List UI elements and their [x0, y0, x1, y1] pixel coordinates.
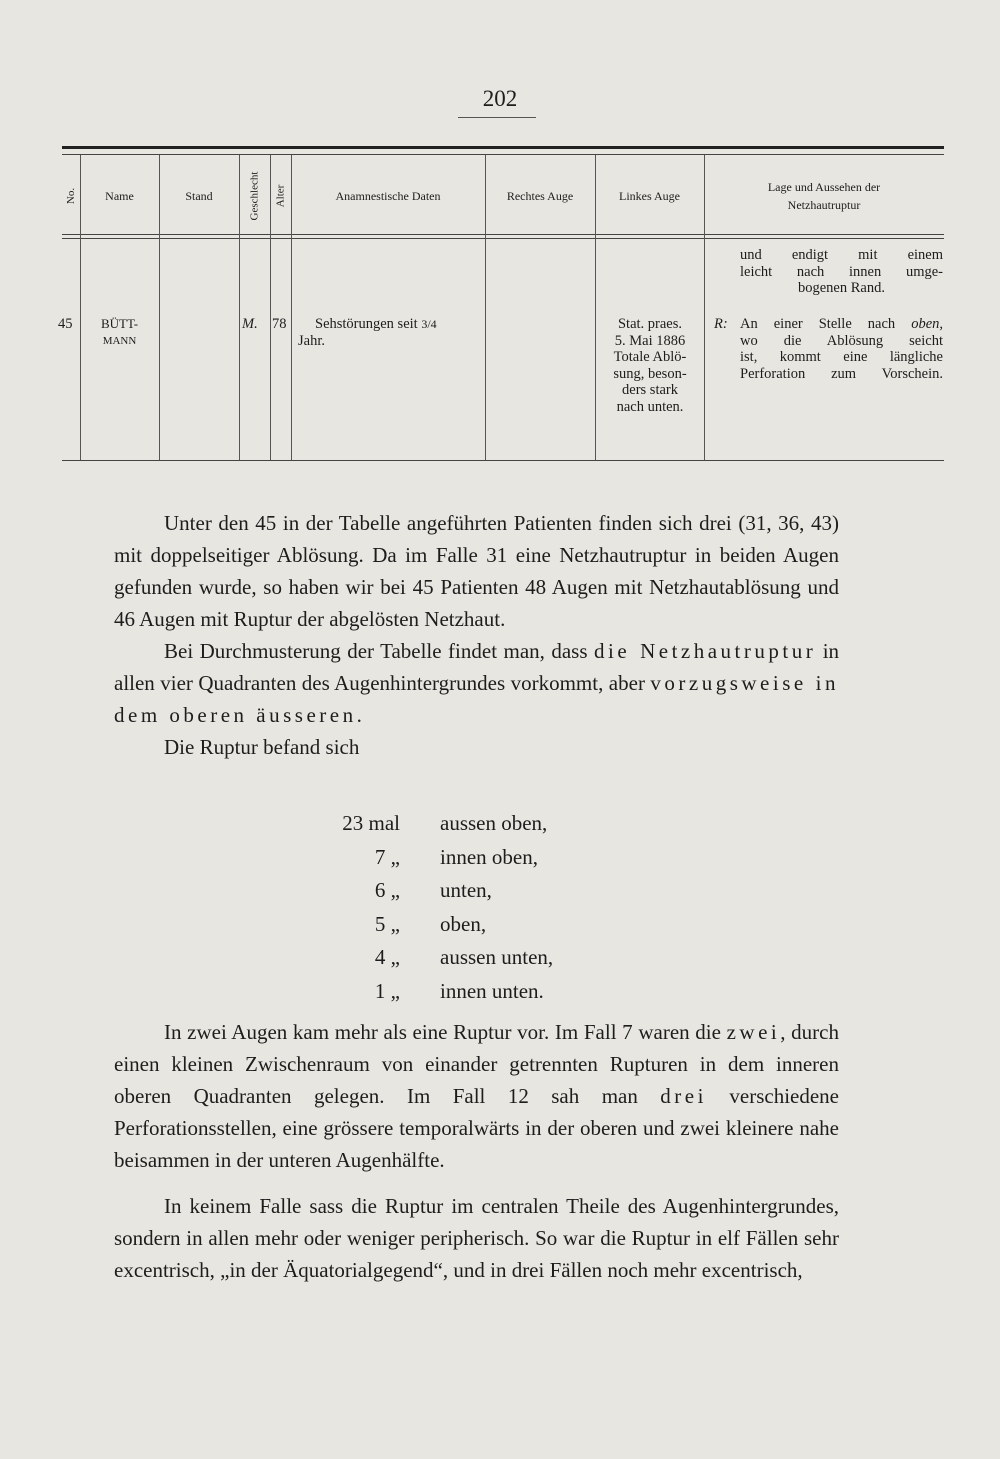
row-no: 45	[58, 316, 73, 332]
list-count: 7 „	[374, 844, 400, 869]
lage-text: An einer Stelle nach	[740, 316, 896, 332]
emphasis: die Netzhautruptur	[593, 639, 817, 663]
header-lage-line: Netzhautruptur	[787, 198, 861, 212]
header-bottom-rule-2	[62, 238, 944, 239]
anamnesis-text: Sehstörungen seit	[315, 316, 418, 332]
list-item	[340, 845, 640, 879]
header-rechtes-auge	[485, 158, 595, 234]
continuation-line: und endigt mit einem	[740, 247, 943, 263]
row-name-line: BÜTT-	[100, 316, 139, 331]
anamnesis-fraction: 3/4	[421, 317, 437, 331]
anamnesis-line: Jahr.	[298, 332, 325, 349]
row-sex: M.	[242, 316, 258, 332]
header-geschlecht	[239, 158, 270, 234]
list-count: 4 „	[374, 945, 400, 970]
header-anamnese-label: Anamnestische Daten	[335, 189, 441, 203]
row-lage-marker: R:	[714, 316, 728, 332]
list-place: unten,	[440, 878, 492, 903]
header-stand-label: Stand	[185, 189, 213, 203]
list-place: innen unten.	[440, 978, 544, 1003]
header-stand	[159, 158, 239, 234]
table-top-rule-thin	[62, 154, 944, 155]
header-rechtes-auge-label: Rechtes Auge	[506, 189, 574, 203]
page-number-rule	[458, 117, 536, 118]
emphasis: zwei	[726, 1020, 781, 1044]
list-count: 23 mal	[342, 811, 400, 835]
continuation-line: bogenen Rand.	[798, 280, 885, 296]
header-lage-line: Lage und Aussehen der	[767, 180, 881, 194]
left-eye-line: 5. Mai 1886	[614, 332, 686, 349]
emphasis: vorzugsweise in dem oberen äusseren.	[114, 671, 839, 727]
paragraph-text: in allen vier Quadranten des Augenhintergrundes vorkommt, aber	[114, 639, 840, 695]
header-name	[80, 158, 159, 234]
lage-continuation	[740, 247, 943, 297]
paragraph: Unter den 45 in der Tabelle angeführten Patienten finden sich drei (31, 36, 43) mit doppelseitiger Ablösung. Da im Falle 31 eine Netzhautruptur in beiden Augen gefunden wurde, so haben wir bei 45 Patienten 48 Augen mit Netzhautablösung und 46 Augen mit Ruptur der abgelösten Netzhaut.	[114, 511, 839, 631]
lage-line: ist, kommt eine längliche	[740, 349, 943, 365]
header-name-label: Name	[105, 189, 134, 203]
header-alter-label: Alter	[274, 184, 287, 208]
row-name	[80, 316, 159, 349]
row-left-eye	[596, 316, 704, 415]
header-no	[62, 158, 80, 234]
lage-line: Perforation zum Vorschein.	[740, 365, 943, 382]
header-no-label: No.	[64, 187, 77, 205]
list-place: aussen oben,	[440, 811, 548, 835]
rupture-location-list	[340, 811, 640, 1013]
list-count: 1 „	[374, 978, 400, 1003]
header-geschlecht-label: Geschlecht	[248, 171, 261, 221]
row-age: 78	[272, 316, 287, 332]
lage-line	[740, 316, 943, 333]
header-alter	[270, 158, 291, 234]
list-count: 5 „	[374, 911, 400, 936]
left-eye-line: Stat. praes.	[617, 316, 683, 332]
left-eye-line: nach unten.	[616, 398, 684, 415]
left-eye-line: ders stark	[622, 382, 678, 398]
row-anamnesis	[298, 316, 482, 349]
header-lage	[704, 158, 944, 234]
row-name-line: MANN	[102, 334, 137, 347]
paragraph-block-2	[114, 1016, 839, 1286]
paragraph-block-1	[114, 507, 839, 763]
list-place: innen oben,	[440, 844, 538, 869]
header-bottom-rule	[62, 234, 944, 235]
table-bottom-rule	[62, 460, 944, 461]
paragraph	[114, 1016, 839, 1176]
paragraph: In keinem Falle sass die Ruptur im centralen Theile des Augenhintergrundes, sondern in allen mehr oder weniger peripherisch. So war die Ruptur in elf Fällen sehr excentrisch, „in der Äquatorialgegend“, und in drei Fällen noch mehr excentrisch,	[114, 1194, 839, 1282]
row-lage	[740, 316, 943, 382]
header-linkes-auge	[595, 158, 704, 234]
list-item	[340, 912, 640, 946]
paragraph-text: Bei Durchmusterung der Tabelle findet man, dass	[164, 639, 588, 663]
list-count: 6 „	[374, 878, 400, 903]
emphasis: drei	[660, 1084, 707, 1108]
continuation-line: leicht nach innen umge-	[740, 263, 943, 280]
list-item	[340, 945, 640, 979]
list-item	[340, 811, 640, 845]
header-anamnese	[291, 158, 485, 234]
list-place: oben,	[440, 911, 487, 936]
list-item	[340, 979, 640, 1013]
list-item	[340, 878, 640, 912]
lage-line: wo die Ablösung seicht	[740, 332, 943, 349]
left-eye-line: Totale Ablö-	[613, 349, 687, 365]
left-eye-line: sung, beson-	[613, 365, 687, 382]
paragraph-text: In zwei Augen kam mehr als eine Ruptur vor. Im Fall 7 waren die	[164, 1020, 721, 1044]
paragraph: Die Ruptur befand sich	[164, 735, 360, 759]
list-place: aussen unten,	[440, 945, 554, 970]
table-top-rule	[62, 146, 944, 149]
lage-emphasis: oben,	[911, 316, 944, 332]
paragraph	[114, 635, 839, 731]
paragraph-text: verschiedene Perforationsstellen, eine grössere temporalwärts in der oberen und zwei kleinere nahe beisammen in der unteren Augenhälfte.	[114, 1084, 839, 1172]
paragraph-text: , durch einen kleinen Zwischenraum von einander getrennten Rupturen in dem inneren oberen Quadranten gelegen. Im Fall 12 sah man	[114, 1020, 839, 1108]
page-number: 202	[482, 86, 518, 111]
header-linkes-auge-label: Linkes Auge	[619, 189, 680, 203]
